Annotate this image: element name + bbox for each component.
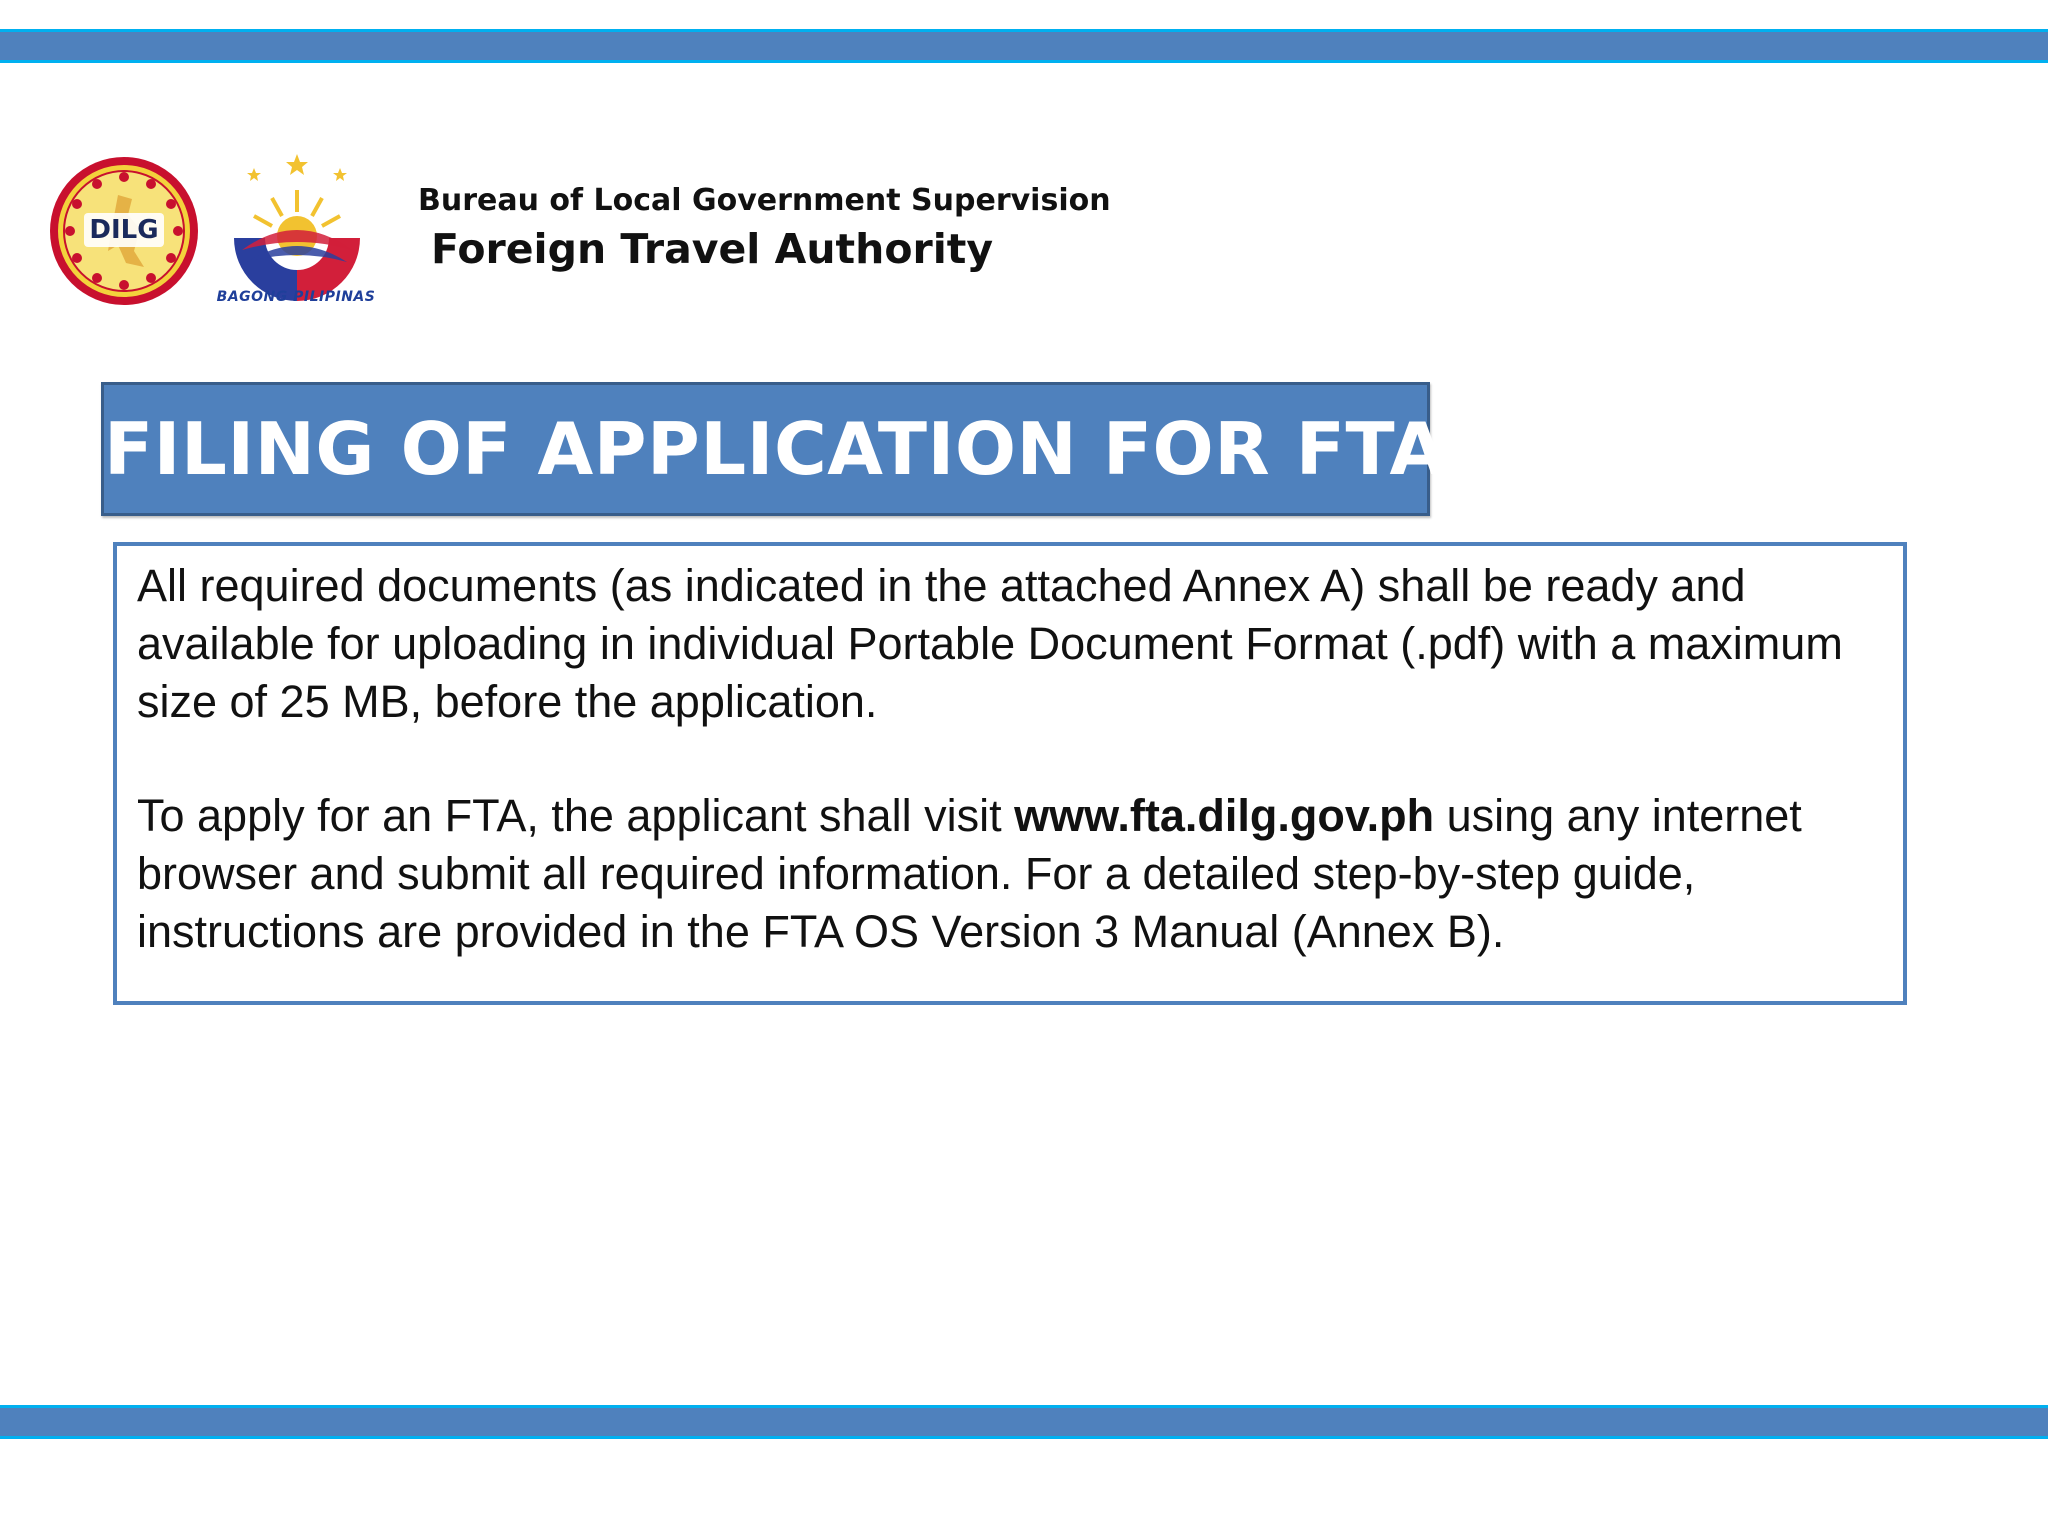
dilg-seal-icon [48,155,200,307]
paragraph-application [137,787,1897,961]
bureau-name: Bureau of Local Government Supervision [418,183,1111,218]
paragraph-application-start: To apply for an FTA, the applicant shall visit [137,790,1015,841]
bagong-pilipinas-caption: BAGONG PILIPINAS [216,289,376,305]
section-heading-banner [101,382,1446,516]
fta-website-link[interactable]: www.fta.dilg.gov.ph [1014,790,1435,841]
paragraph-application-end: using any internet browser and submit all required information. For a detailed step-by-step guide, instructions are provided in the FTA OS Version 3 Manual (Annex B). [137,790,1802,957]
bottom-accent-band [0,1405,2048,1439]
dilg-logo-text: DILG [89,215,159,245]
paragraph-requirements: All required documents (as indicated in the attached Annex A) shall be ready and available for uploading in individual Portable Document Format (.pdf) with a maximum size of 25 MB, before the application. [137,560,1843,727]
top-accent-band [0,29,2048,63]
bagong-pilipinas-logo-icon [212,150,382,310]
content-box [113,542,1907,1005]
page-title: Foreign Travel Authority [431,225,994,273]
section-heading: FILING OF APPLICATION FOR FTA [104,407,1446,491]
